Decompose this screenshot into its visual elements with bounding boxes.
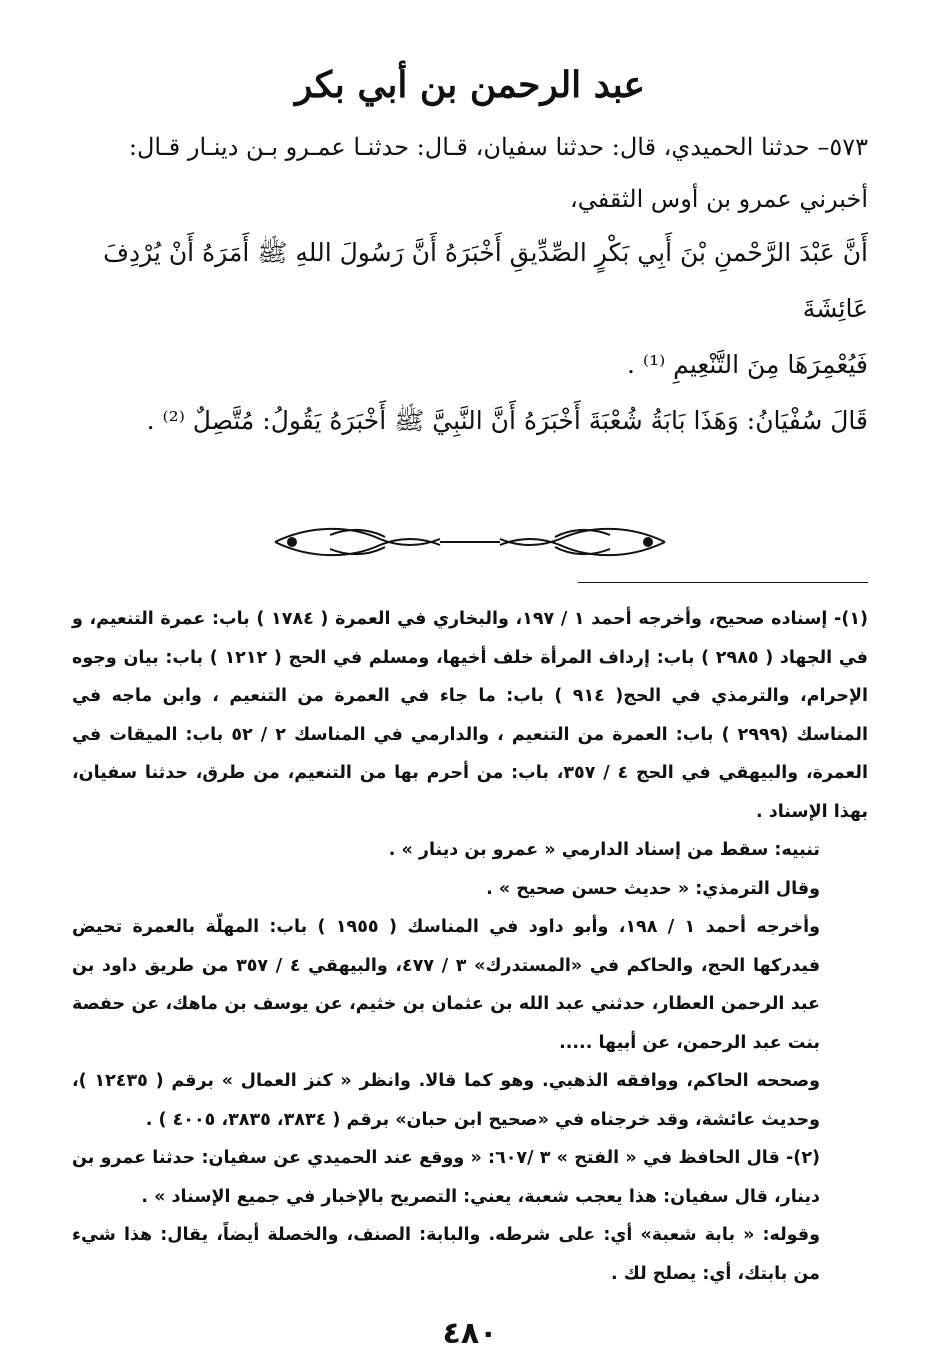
page-number: ٤٨٠: [442, 1316, 498, 1351]
footnote-hakim: وصححه الحاكم، ووافقه الذهبي. وهو كما قالا. وانظر « كنز العمال » برقم ( ١٢٤٣٥ )، وحديث عائشة، وقد خرجناه في «صحيح ابن حبان» برقم ( ٣٨٣٤، ٣٨٣٥، ٤٠٠٥ ) .: [72, 1071, 820, 1130]
footnote-1: (١)- إسناده صحيح، وأخرجه أحمد ١ / ١٩٧، والبخاري في العمرة ( ١٧٨٤ ) باب: عمرة التنعيم، و في الجهاد ( ٢٩٨٥ ) باب: إرداف المرأة خلف أخيها، ومسلم في الحج ( ١٢١٢ ) باب: بيان وجوه الإحرام، والترمذي في الحج( ٩١٤ ) باب: ما جاء في العمرة من التنعيم ، وابن ماجه في المناسك (٢٩٩٩ ) باب: العمرة من التنعيم ، والدارمي في المناسك ٢ / ٥٢ باب: الميقات في العمرة، والبيهقي في الحج ٤ / ٣٥٧، باب: من أحرم بها من التنعيم، من طرق، حدثنا سفيان، بهذا الإسناد .: [72, 609, 869, 822]
isnad-line-1: ٥٧٣– حدثنا الحميدي، قال: حدثنا سفيان، قـال: حدثنـا عمـرو بـن دينـار قـال:: [128, 133, 868, 162]
document-page: [72, 52, 869, 1351]
page-title: عبد الرحمن بن أبي بكر: [295, 64, 645, 106]
footnote-babah: وقوله: « بابة شعبة» أي: على شرطه. والبابة: الصنف، والخصلة أيضاً، يقال: هذا شيء من بابتك، أي: يصلح لك .: [72, 1225, 820, 1284]
footnote-separator: [578, 582, 868, 583]
footnote-2: (٢)- قال الحافظ في « الفتح » ٣ /٦٠٧: « ووقع عند الحميدي عن سفيان: حدثنا عمرو بن دينار، قال سفيان: هذا يعجب شعبة، يعني: التصريح بالإخبار في جميع الإسناد » .: [72, 1148, 820, 1207]
matn-line-1: أَنَّ عَبْدَ الرَّحْمنِ بْنَ أَبِي بَكْرٍ الصِّدِّيقِ أَخْبَرَهُ أَنَّ رَسُولَ اللهِ ﷺ أَمَرَهُ أَنْ يُرْدِفَ عَائِشَةَ: [103, 238, 868, 324]
footnote-note-tanbih: تنبيه: سقط من إسناد الدارمي « عمرو بن دينار » .: [388, 840, 820, 860]
footnotes: [72, 600, 868, 1293]
ornament-divider: [270, 517, 670, 567]
footnote-tirmidhi: وقال الترمذي: « حديث حسن صحيح » .: [486, 878, 820, 899]
matn-line-2: فَيُعْمِرَهَا مِنَ التَّنْعِيمِ ⁽¹⁾ .: [627, 350, 868, 380]
sufyan-line: قَالَ سُفْيَانُ: وَهَذَا بَابَةُ شُعْبَةَ أَخْبَرَهُ أَنَّ النَّبِيَّ ﷺ أَخْبَرَهُ يَقُولُ: مُتَّصِلٌ ⁽²⁾ .: [146, 406, 868, 436]
isnad-line-2: أخبرني عمرو بن أوس الثقفي،: [570, 185, 868, 214]
footnote-ahmad: وأخرجه أحمد ١ / ١٩٨، وأبو داود في المناسك ( ١٩٥٥ ) باب: المهلّة بالعمرة تحيض فيدركها الحج، والحاكم في «المستدرك» ٣ / ٤٧٧، والبيهقي ٤ / ٣٥٧ من طريق داود بن عبد الرحمن العطار، حدثني عبد الله بن عثمان بن خثيم، عن يوسف بن ماهك، عن حفصة بنت عبد الرحمن، عن أبيها .....: [72, 917, 821, 1053]
